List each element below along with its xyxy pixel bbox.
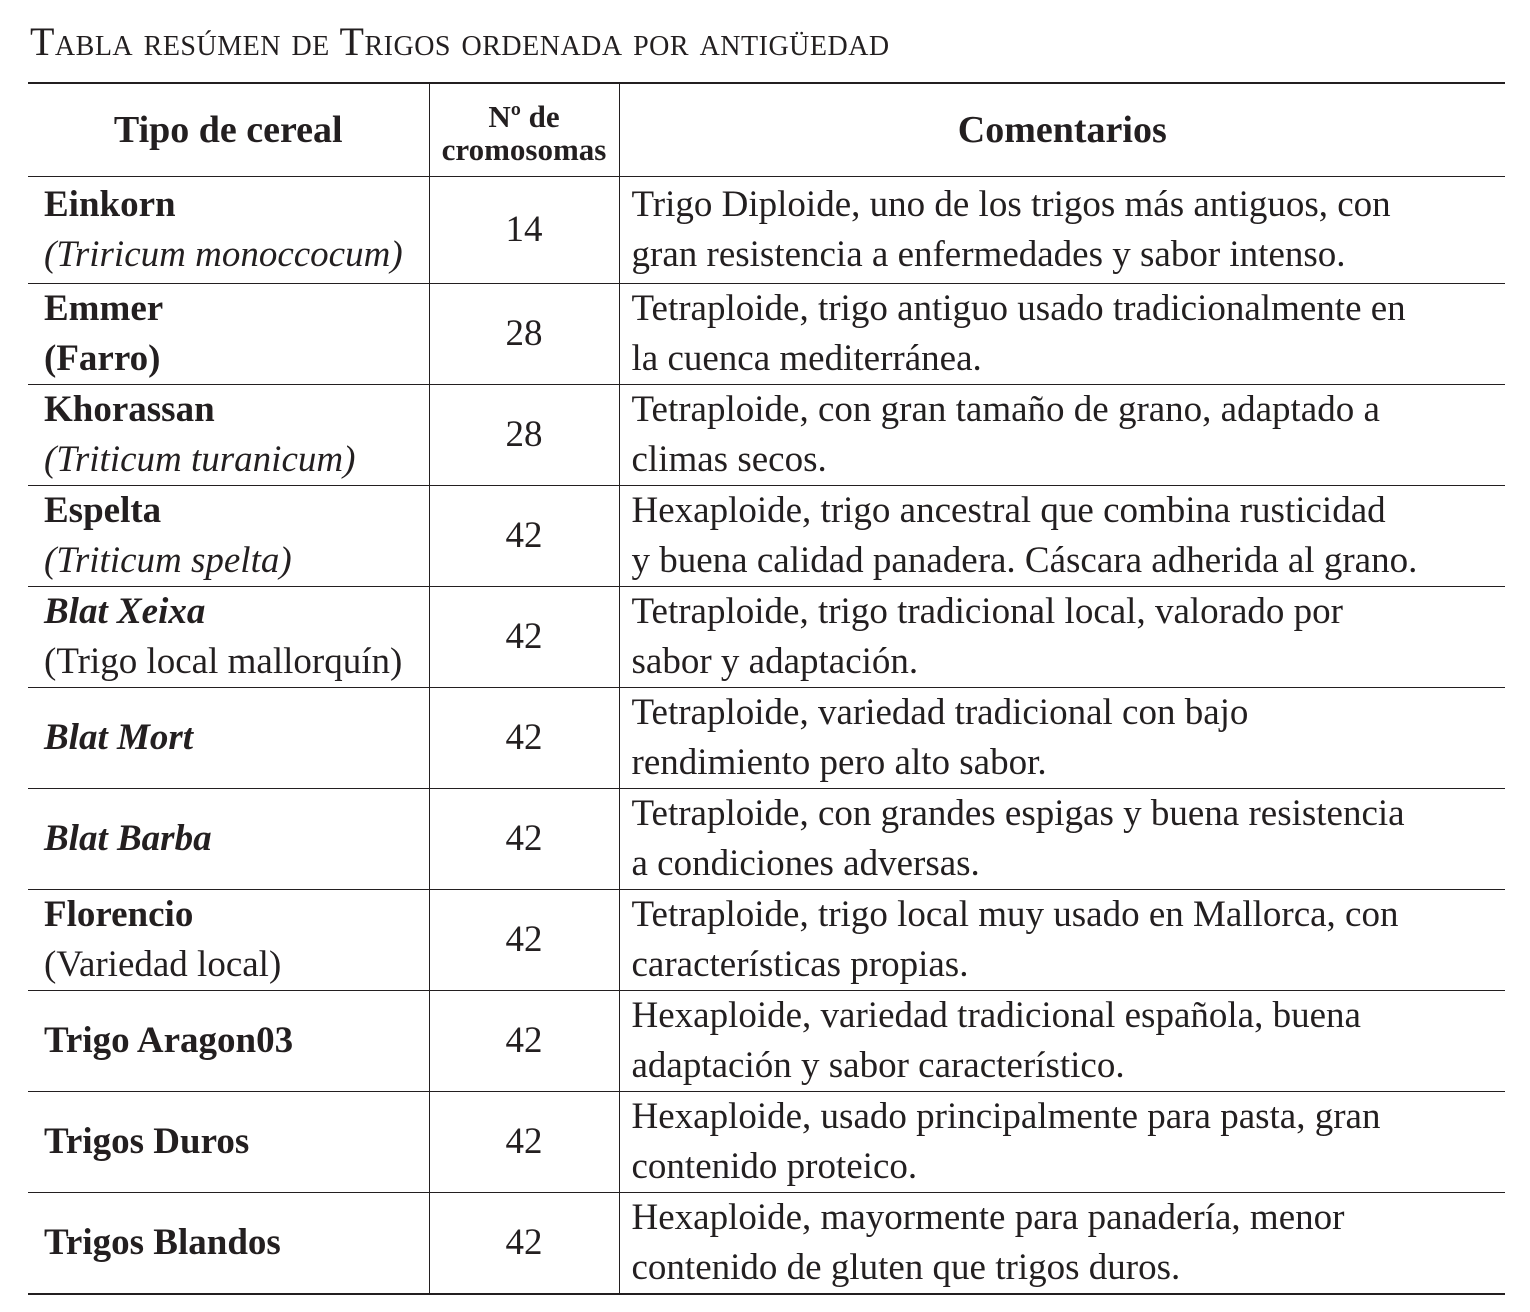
cereal-name: Blat Barba	[44, 818, 212, 859]
cereal-species: (Triticum spelta)	[44, 540, 292, 581]
table-row	[28, 486, 1505, 587]
comment-line: Tetraploide, trigo local muy usado en Mallorca, con	[631, 894, 1399, 935]
comment-line: características propias.	[631, 944, 969, 985]
chromosome-count: 28	[429, 284, 619, 385]
comment-cell	[619, 587, 1505, 688]
comment-line: Hexaploide, trigo ancestral que combina rusticidad	[631, 490, 1386, 531]
table-row	[28, 1092, 1505, 1193]
cereal-name: Espelta	[44, 490, 162, 531]
comment-line: adaptación y sabor característico.	[631, 1045, 1125, 1086]
comment-line: Hexaploide, mayormente para panadería, menor	[631, 1197, 1345, 1238]
cereal-name-cell	[28, 385, 429, 486]
cereal-description: (Variedad local)	[44, 944, 282, 985]
comment-cell	[619, 789, 1505, 890]
cereal-name: Trigos Blandos	[44, 1222, 281, 1263]
comment-line: y buena calidad panadera. Cáscara adherida al grano.	[631, 540, 1418, 581]
chromosome-count: 42	[429, 890, 619, 991]
cereal-species: (Triricum monoccocum)	[44, 234, 403, 275]
comment-line: Tetraploide, trigo antiguo usado tradicionalmente en	[631, 288, 1406, 329]
header-chromosomes-line1: Nº de	[488, 99, 560, 134]
wheat-summary-table	[28, 82, 1505, 1295]
cereal-name: Blat Xeixa	[44, 591, 206, 632]
cereal-name: Khorassan	[44, 389, 215, 430]
cereal-alias: (Farro)	[44, 338, 161, 379]
header-comments: Comentarios	[619, 83, 1505, 177]
comment-cell	[619, 284, 1505, 385]
comment-line: la cuenca mediterránea.	[631, 338, 982, 379]
chromosome-count: 28	[429, 385, 619, 486]
comment-cell	[619, 1193, 1505, 1295]
comment-cell	[619, 385, 1505, 486]
chromosome-count: 42	[429, 991, 619, 1092]
comment-line: contenido de gluten que trigos duros.	[631, 1247, 1181, 1288]
table-row	[28, 890, 1505, 991]
comment-line: Tetraploide, variedad tradicional con bajo	[631, 692, 1249, 733]
cereal-name-cell	[28, 486, 429, 587]
cereal-name: Trigos Duros	[44, 1121, 250, 1162]
comment-cell	[619, 486, 1505, 587]
header-chromosomes	[429, 83, 619, 177]
table-row	[28, 177, 1505, 284]
table-row	[28, 688, 1505, 789]
cereal-name-cell	[28, 587, 429, 688]
table-title: Tabla resúmen de Trigos ordenada por antigüedad	[30, 19, 890, 64]
comment-line: Hexaploide, usado principalmente para pasta, gran	[631, 1096, 1381, 1137]
table-row	[28, 587, 1505, 688]
cereal-name-cell	[28, 991, 429, 1092]
header-cereal-type: Tipo de cereal	[28, 83, 429, 177]
chromosome-count: 42	[429, 688, 619, 789]
cereal-name-cell	[28, 890, 429, 991]
chromosome-count: 42	[429, 587, 619, 688]
comment-cell	[619, 1092, 1505, 1193]
chromosome-count: 42	[429, 789, 619, 890]
comment-line: Tetraploide, con gran tamaño de grano, adaptado a	[631, 389, 1380, 430]
table-row	[28, 789, 1505, 890]
chromosome-count: 42	[429, 1193, 619, 1295]
cereal-name: Blat Mort	[44, 717, 194, 758]
comment-cell	[619, 890, 1505, 991]
table-row	[28, 1193, 1505, 1295]
chromosome-count: 14	[429, 177, 619, 284]
header-row	[28, 83, 1505, 177]
comment-cell	[619, 991, 1505, 1092]
cereal-name-cell	[28, 284, 429, 385]
cereal-name-cell	[28, 177, 429, 284]
comment-line: a condiciones adversas.	[631, 843, 980, 884]
comment-line: contenido proteico.	[631, 1146, 918, 1187]
comment-line: gran resistencia a enfermedades y sabor intenso.	[631, 234, 1346, 275]
comment-cell	[619, 177, 1505, 284]
cereal-name-cell	[28, 789, 429, 890]
table-row	[28, 284, 1505, 385]
cereal-name: Emmer	[44, 288, 164, 329]
header-chromosomes-line2: cromosomas	[441, 132, 607, 167]
cereal-description: (Trigo local mallorquín)	[44, 641, 403, 682]
comment-line: Tetraploide, trigo tradicional local, valorado por	[631, 591, 1343, 632]
cereal-name-cell	[28, 688, 429, 789]
comment-line: Hexaploide, variedad tradicional española, buena	[631, 995, 1361, 1036]
comment-line: Trigo Diploide, uno de los trigos más antiguos, con	[631, 184, 1391, 225]
comment-line: climas secos.	[631, 439, 827, 480]
cereal-name: Einkorn	[44, 184, 176, 225]
cereal-species: (Triticum turanicum)	[44, 439, 356, 480]
comment-cell	[619, 688, 1505, 789]
comment-line: sabor y adaptación.	[631, 641, 919, 682]
table-row	[28, 385, 1505, 486]
table-row	[28, 991, 1505, 1092]
comment-line: rendimiento pero alto sabor.	[631, 742, 1047, 783]
chromosome-count: 42	[429, 1092, 619, 1193]
chromosome-count: 42	[429, 486, 619, 587]
cereal-name: Trigo Aragon03	[44, 1020, 294, 1061]
cereal-name: Florencio	[44, 894, 194, 935]
cereal-name-cell	[28, 1092, 429, 1193]
comment-line: Tetraploide, con grandes espigas y buena resistencia	[631, 793, 1405, 834]
cereal-name-cell	[28, 1193, 429, 1295]
